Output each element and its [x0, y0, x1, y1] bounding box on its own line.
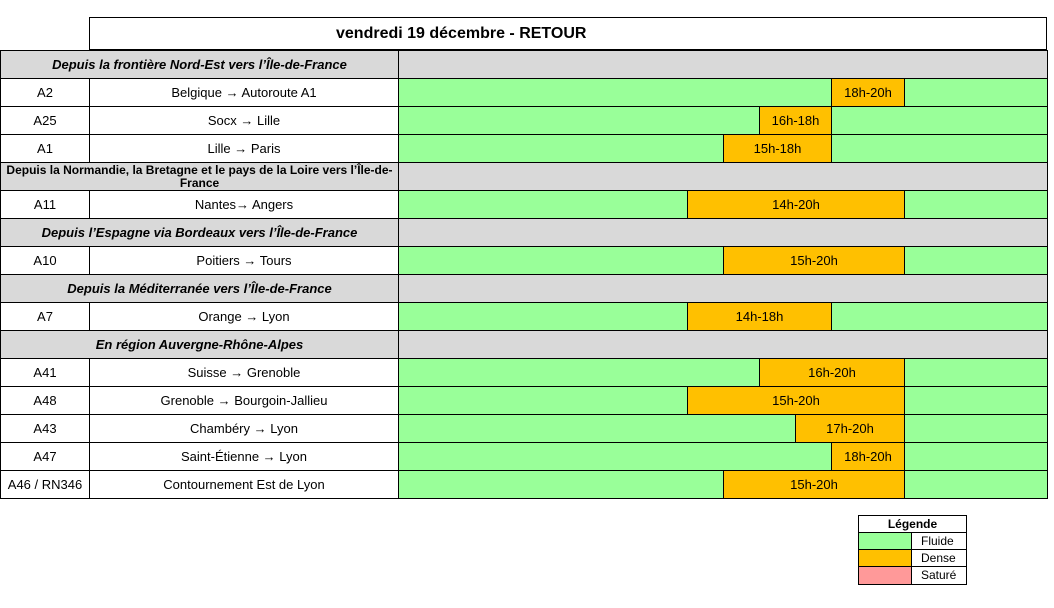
legend-label-fluide: Fluide [921, 534, 954, 548]
dense-period: 18h-20h [831, 443, 905, 470]
route-label: Nantes→ Angers [89, 190, 399, 219]
table-title-box [89, 17, 1047, 50]
table-row [0, 414, 1048, 443]
legend-swatch-sature [859, 567, 912, 584]
route-label: Poitiers → Tours [89, 246, 399, 275]
road-code: A43 [0, 414, 90, 443]
traffic-timeline [398, 386, 1048, 415]
section-label: Depuis la Méditerranée vers l’Île-de-France [0, 274, 399, 303]
section-fill [398, 50, 1048, 79]
section-header [0, 218, 1048, 247]
road-code: A47 [0, 442, 90, 471]
route-label: Lille → Paris [89, 134, 399, 163]
section-fill [398, 330, 1048, 359]
section-header [0, 162, 1048, 191]
legend-item-dense [859, 550, 966, 567]
legend-item-fluide [859, 533, 966, 550]
dense-period: 18h-20h [831, 79, 905, 106]
road-code: A48 [0, 386, 90, 415]
traffic-timeline [398, 106, 1048, 135]
legend-item-sature [859, 567, 966, 584]
section-fill [398, 162, 1048, 191]
road-code: A11 [0, 190, 90, 219]
table-row [0, 358, 1048, 387]
dense-period: 16h-20h [759, 359, 905, 386]
table-row [0, 386, 1048, 415]
section-label: Depuis l’Espagne via Bordeaux vers l’Île-de-France [0, 218, 399, 247]
section-fill [398, 218, 1048, 247]
road-code: A1 [0, 134, 90, 163]
route-label: Chambéry → Lyon [89, 414, 399, 443]
table-row [0, 470, 1048, 499]
section-fill [398, 274, 1048, 303]
table-row [0, 190, 1048, 219]
route-label: Socx → Lille [89, 106, 399, 135]
section-label: Depuis la Normandie, la Bretagne et le pays de la Loire vers l’Île-de-France [0, 162, 399, 191]
legend-label-sature: Saturé [921, 568, 957, 582]
traffic-timeline [398, 246, 1048, 275]
road-code: A10 [0, 246, 90, 275]
traffic-timeline [398, 302, 1048, 331]
route-label: Contournement Est de Lyon [89, 470, 399, 499]
dense-period: 15h-18h [723, 135, 832, 162]
route-label: Suisse → Grenoble [89, 358, 399, 387]
road-code: A41 [0, 358, 90, 387]
dense-period: 15h-20h [723, 471, 905, 498]
traffic-timeline [398, 442, 1048, 471]
road-code: A25 [0, 106, 90, 135]
legend-swatch-dense [859, 550, 912, 566]
legend-swatch-fluide [859, 533, 912, 549]
dense-period: 14h-20h [687, 191, 905, 218]
dense-period: 14h-18h [687, 303, 832, 330]
traffic-timeline [398, 78, 1048, 107]
dense-period: 15h-20h [723, 247, 905, 274]
section-label: Depuis la frontière Nord-Est vers l’Île-de-France [0, 50, 399, 79]
section-header [0, 274, 1048, 303]
dense-period: 16h-18h [759, 107, 832, 134]
table-row [0, 302, 1048, 331]
table-row [0, 78, 1048, 107]
route-label: Grenoble → Bourgoin-Jallieu [89, 386, 399, 415]
table-row [0, 106, 1048, 135]
legend [858, 515, 967, 585]
dense-period: 17h-20h [795, 415, 905, 442]
section-label: En région Auvergne-Rhône-Alpes [0, 330, 399, 359]
route-label: Belgique → Autoroute A1 [89, 78, 399, 107]
legend-title: Légende [859, 516, 966, 533]
table-row [0, 442, 1048, 471]
traffic-timeline [398, 470, 1048, 499]
road-code: A2 [0, 78, 90, 107]
legend-label-dense: Dense [921, 551, 956, 565]
road-code: A46 / RN346 [0, 470, 90, 499]
table-row [0, 246, 1048, 275]
route-label: Orange → Lyon [89, 302, 399, 331]
table-row [0, 134, 1048, 163]
section-header [0, 330, 1048, 359]
dense-period: 15h-20h [687, 387, 905, 414]
traffic-timeline [398, 134, 1048, 163]
table-title: vendredi 19 décembre - RETOUR [336, 25, 587, 42]
route-label: Saint-Étienne → Lyon [89, 442, 399, 471]
traffic-timeline [398, 358, 1048, 387]
section-header [0, 50, 1048, 79]
traffic-timeline [398, 190, 1048, 219]
traffic-timeline [398, 414, 1048, 443]
road-code: A7 [0, 302, 90, 331]
